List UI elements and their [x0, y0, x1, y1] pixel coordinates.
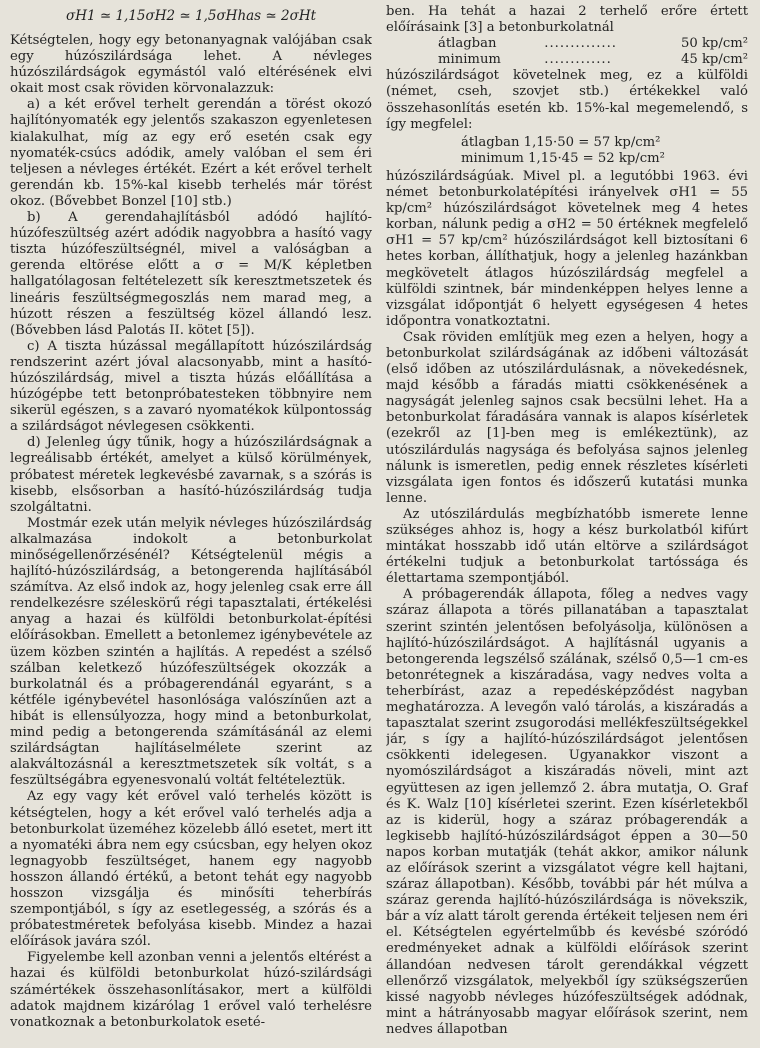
- paragraph: c) A tiszta húzással megállapított húzószilárdság rendszerint azért jóval alacsonyabb, mint a hasító-húzószilárdság, mivel a tiszta húzás előállítása a húzógépbe tett betonpróbatesteken többnyire nem sikerül egészen, s a zavaró nyomatékok külpontosság a szilárdságot névlegesen csökkenti.: [10, 338, 372, 435]
- leader-dots: .............: [544, 52, 612, 68]
- requirement-table: [386, 36, 748, 68]
- row-label: átlagban: [438, 36, 497, 52]
- paragraph: ben. Ha tehát a hazai 2 terhelő erőre értett előírásaink [3] a betonburkolatnál: [386, 4, 748, 36]
- calc-line: minimum 1,15·45 = 52 kp/cm²: [461, 150, 665, 166]
- row-label: minimum: [438, 52, 501, 68]
- paragraph: Kétségtelen, hogy egy betonanyagnak valójában csak egy húzószilárdsága lehet. A névleges húzószilárdságok egymástól való eltérésének elvi okait most csak röviden körvonalazzuk:: [10, 33, 372, 97]
- table-row: [386, 36, 748, 52]
- equation: σH1 ≃ 1,15σH2 ≃ 1,5σHhas ≃ 2σHt: [65, 8, 317, 24]
- paragraph: Mostmár ezek után melyik névleges húzószilárdság alkalmazása indokolt a betonburkolat minőségellenőrzésénél? Kétségtelenül mégis a hajlító-húzószilárdság, a betongerenda hajlításából számítva. Az első indok az, hogy jelenleg csak erre áll rendelkezésre széleskörű régi tapasztalati, értékelési anyag a hazai és külföldi betonburkolat-építési előírásokban. Emellett a betonlemez igénybevétele az üzem közben szintén a hajlítás. A repedést a szélső szálban keletkező húzófeszültségek okozzák a burkolatnál és a próbagerendánál egyaránt, s a kétféle igénybevétel hasonlósága valószínűen azt a hibát is ellensúlyozza, hogy mind a betonburkolat, mind pedig a betongerenda számításánál az elemi szilárdságtan hajlításelmélete szerint az alakváltozásnál a keresztmetszetek sík voltát, s a feszültségábra egyenesvonalú voltát feltételeztük.: [10, 515, 372, 789]
- calculation: [461, 135, 748, 167]
- paragraph: Figyelembe kell azonban venni a jelentős eltérést a hazai és külföldi betonburkolat húzó-szilárdsági számértékek összehasonlításakor, mert a külföldi adatok majdnem kizárólag 1 erővel való terhelésre vonatkoznak a betonburkolatok eseté-: [10, 950, 372, 1030]
- right-column: [386, 4, 748, 1048]
- paragraph: b) A gerendahajlításból adódó hajlító-húzófeszültség azért adódik nagyobbra a hasító vagy tiszta húzófeszültségnél, mivel a valóságban a gerenda eltörése előtt a σ = M/K képletben hallgatólagosan feltételezett sík keresztmetszetek és lineáris feszültségmegoszlás nem marad meg, a húzott részen a feszültség közel állandó lesz. (Bővebben lásd Palotás II. kötet [5]).: [10, 210, 372, 338]
- paragraph: Az utószilárdulás megbízhatóbb ismerete lenne szükséges ahhoz is, hogy a kész burkolatból kifúrt mintákat hosszabb idő után eltörve a szilárdságot értékelni tudjuk a betonburkolat tartóssága és élettartama szempontjából.: [386, 506, 748, 587]
- left-column: [10, 4, 372, 1048]
- table-row: [386, 52, 748, 68]
- paragraph: d) Jelenleg úgy tűnik, hogy a húzószilárdságnak a legreálisabb értékét, amelyet a külső körülmények, próbatest méretek legkevésbé zavarnak, s a szórás is kisebb, elsősorban a hasító-húzószilárdság tudja szolgáltatni.: [10, 435, 372, 515]
- calc-line: átlagban 1,15·50 = 57 kp/cm²: [461, 134, 661, 150]
- paragraph: A próbagerendák állapota, főleg a nedves vagy száraz állapota a törés pillanatában a tapasztalat szerint szintén jelentősen befolyásolja, különösen a hajlító-húzószilárdságot. A hajlításnál ugyanis a betongerenda legszélső szálának, szélső 0,5—1 cm-es betonrétegnek a kiszáradása, vagy nedves volta a teherbírást, azaz a repedésképződést nagyban meghatározza. A levegőn való tárolás, a kiszáradás a tapasztalat szerint zsugorodási mellékfeszültségekkel jár, s így a hajlító-húzószilárdságot jelentősen csökkenti idelegesen. Ugyanakkor viszont a nyomószilárdságot a kiszáradás növeli, mint azt együttesen az igen jellemző 2. ábra mutatja, O. Graf és K. Walz [10] kísérletei szerint. Ezen kísérletekből az is kiderül, hogy a száraz próbagerendák a legkisebb hajlító-húzószilárdságot éppen a 30—50 napos korban mutatják (tehát akkor, amikor nálunk az előírások szerint a vizsgálatot végre kell hajtani, száraz állapotban). Később, további pár hét múlva a száraz gerenda hajlító-húzószilárdsága is növekszik, bár a víz alatt tárolt gerenda értékeit teljesen nem éri el. Kétségtelen egyértelműbb és kevésbé szóródó eredményeket adnak a külföldi előírások szerint állandóan nedvesen tárolt gerendákkal végzett ellenőrző vizsgálatok, melyekből így szükségszerűen kissé nagyobb névleges húzófeszültségek adódnak, mint a hátrányosabb magyar előírások szerint, nem nedves állapotban: [386, 587, 748, 1037]
- row-value: 45 kp/cm²: [680, 52, 748, 68]
- paragraph: húzószilárdságot követelnek meg, ez a külföldi (német, cseh, szovjet stb.) értékekkel való összehasonlítás esetén kb. 15%-kal megemelendő, s így megfelel:: [386, 68, 748, 132]
- row-value: 50 kp/cm²: [680, 36, 748, 52]
- leader-dots: ..............: [544, 36, 617, 52]
- paragraph: húzószilárdságúak. Mivel pl. a legutóbbi 1963. évi német betonburkolatépítési irányelvek σH1 = 55 kp/cm² húzószilárdságot követelnek meg 4 hetes korban, nálunk pedig a σH2 = 50 értéknek megfelelő σH1 = 57 kp/cm² húzószilárdságot kell biztosítani 6 hetes korban, állíthatjuk, hogy a jelenleg hazánkban megkövetelt átlagos húzószilárdság megfelel a külföldi szintnek, bár mindenképpen helyes lenne a vizsgálat időpontját 6 helyett egységesen 4 hetes időpontra vonatkoztatni.: [386, 168, 748, 329]
- paragraph: Csak röviden említjük meg ezen a helyen, hogy a betonburkolat szilárdságának az időbeni változását (első időben az utószilárdulásnak, a növekedésnek, majd később a fáradás miatti csökkenésének a nagyságát jelenleg sajnos csak becsülni lehet. Ha a betonburkolat fáradására vannak is alapos kísérletek (ezekről az [1]-ben meg is emlékeztünk), az utószilárdulás nagysága és befolyása sajnos jelenleg nálunk is ismeretlen, pedig ennek részletes kísérleti vizsgálata igen fontos és időszerű kutatási munka lenne.: [386, 329, 748, 506]
- paragraph: a) a két erővel terhelt gerendán a törést okozó hajlítónyomaték egy jelentős szakaszon egyenletesen kialakulhat, míg az egy erő esetén csak egy nyomaték-csúcs adódik, amely valóban el sem éri teljesen a névleges értékét. Ezért a két erővel terhelt gerendán kb. 15%-kal kisebb terhelés már törést okoz. (Bővebbet Bonzel [10] stb.): [10, 97, 372, 209]
- paragraph: Az egy vagy két erővel való terhelés között is kétségtelen, hogy a két erővel való terhelés adja a betonburkolat üzeméhez közelebb álló esetet, mert itt a nyomatéki ábra nem egy csúcsban, egy helyen okoz legnagyobb feszültséget, hanem egy nagyobb hosszon állandó értékű, a betont tehát egy nagyobb hosszon vizsgálja és minősíti teherbírás szempontjából, s így az esetlegesség, a szórás és a próbatestméretek befolyása kisebb. Mindez a hazai előírások javára szól.: [10, 789, 372, 950]
